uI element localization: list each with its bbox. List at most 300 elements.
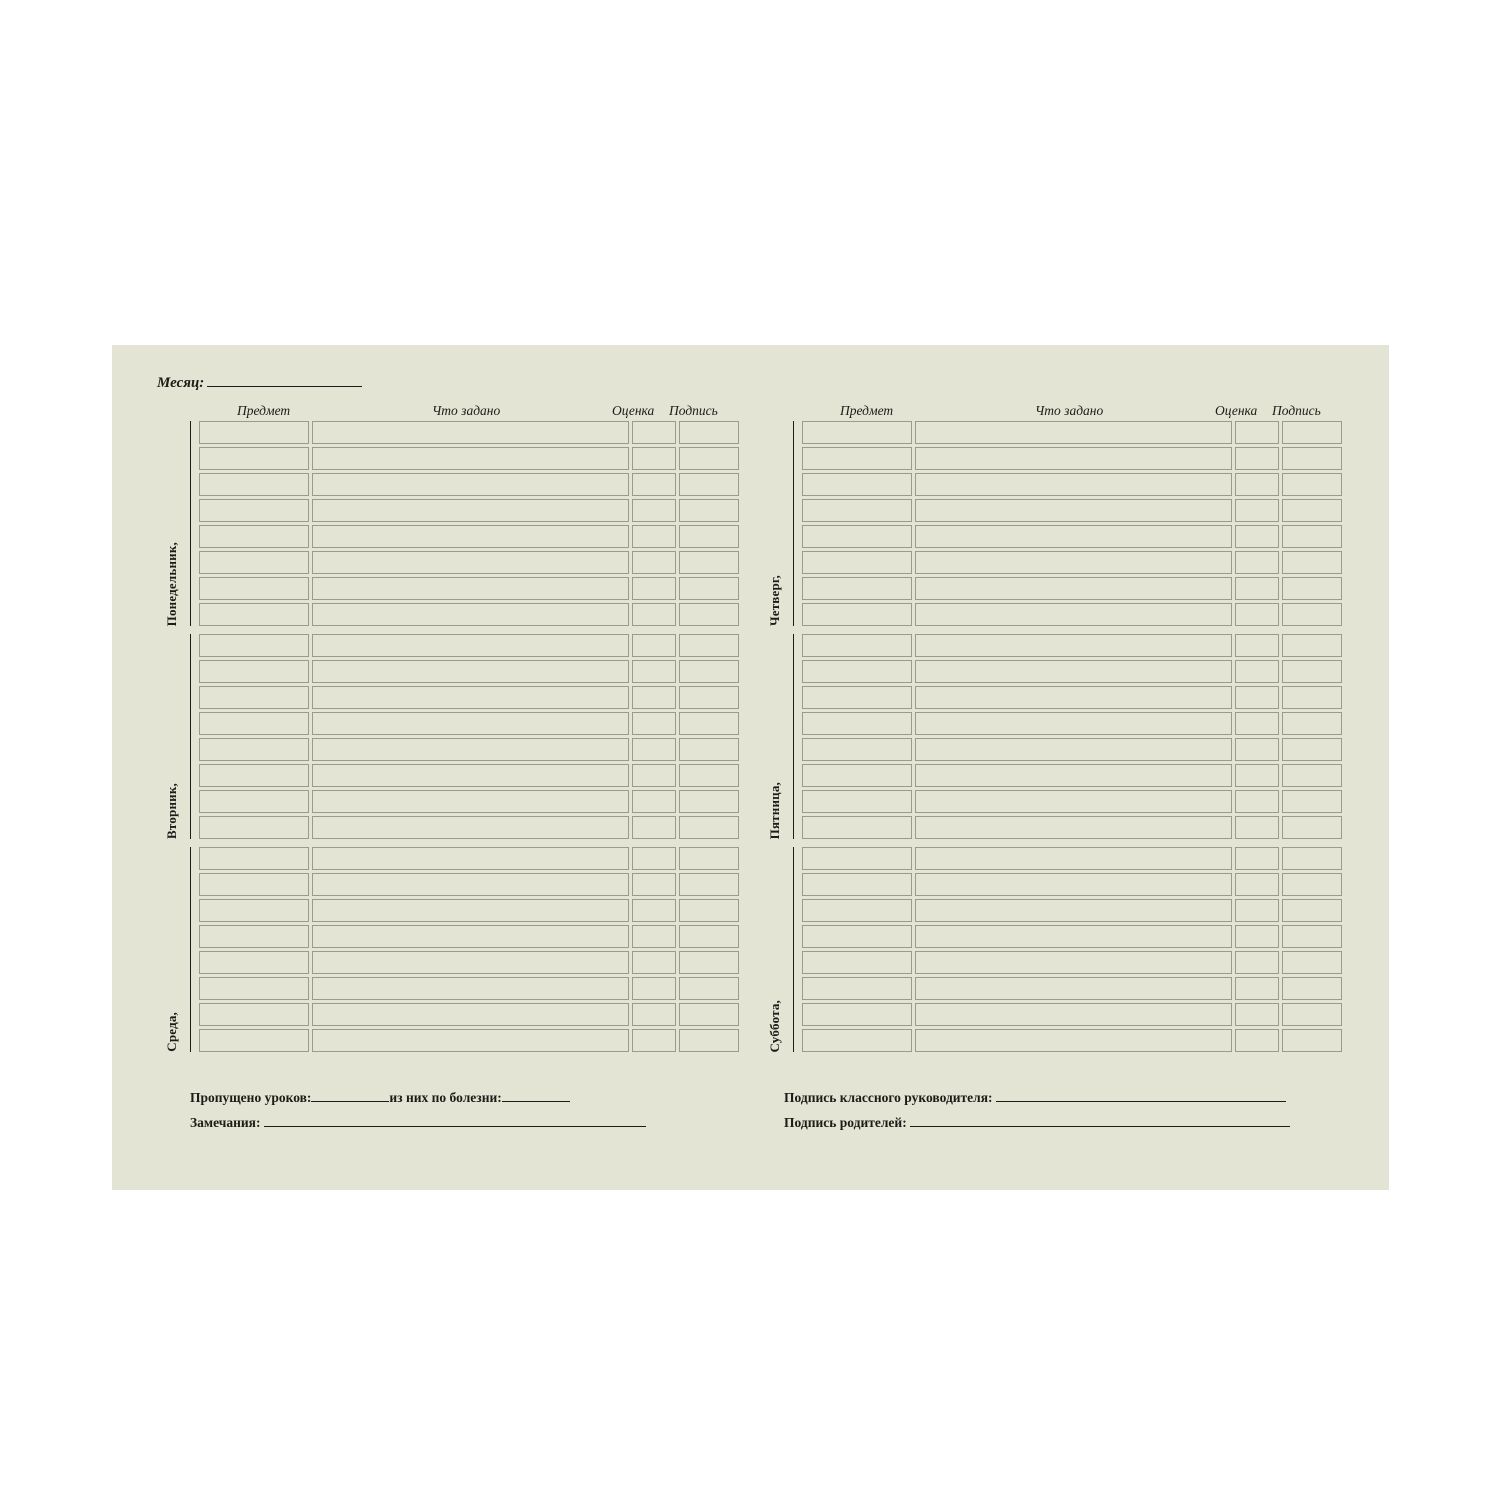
cell-signature[interactable]	[1282, 577, 1342, 600]
cell-signature[interactable]	[1282, 977, 1342, 1000]
cell-signature[interactable]	[1282, 951, 1342, 974]
table-row	[199, 816, 767, 839]
notes-label: Замечания:	[190, 1115, 261, 1130]
cell-signature[interactable]	[1282, 816, 1342, 839]
cell-subject[interactable]	[199, 816, 309, 839]
cell-mark[interactable]	[632, 847, 676, 870]
cell-task[interactable]	[915, 551, 1232, 574]
cell-subject[interactable]	[199, 686, 309, 709]
header-task: Что задано	[1035, 403, 1104, 418]
cell-mark[interactable]	[1235, 634, 1279, 657]
cell-mark[interactable]	[632, 899, 676, 922]
cell-signature[interactable]	[679, 977, 739, 1000]
cell-task[interactable]	[312, 873, 629, 896]
cell-mark[interactable]	[632, 686, 676, 709]
cell-mark[interactable]	[632, 634, 676, 657]
cell-mark[interactable]	[1235, 790, 1279, 813]
cell-signature[interactable]	[1282, 790, 1342, 813]
cell-task[interactable]	[312, 525, 629, 548]
missed-lessons-label: Пропущено уроков:	[190, 1090, 312, 1105]
cell-subject[interactable]	[199, 551, 309, 574]
cell-mark[interactable]	[632, 712, 676, 735]
cell-subject[interactable]	[199, 660, 309, 683]
cell-mark[interactable]	[1235, 499, 1279, 522]
cell-signature[interactable]	[679, 816, 739, 839]
header-mark: Оценка	[612, 403, 655, 418]
cell-subject[interactable]	[802, 447, 912, 470]
parents-signature-label: Подпись родителей:	[784, 1115, 907, 1130]
cell-mark[interactable]	[1235, 847, 1279, 870]
cell-mark[interactable]	[1235, 577, 1279, 600]
cell-mark[interactable]	[1235, 473, 1279, 496]
cell-signature[interactable]	[679, 712, 739, 735]
cell-mark[interactable]	[1235, 686, 1279, 709]
cell-task[interactable]	[312, 660, 629, 683]
month-field[interactable]	[157, 375, 362, 392]
cell-task[interactable]	[915, 816, 1232, 839]
teacher-signature-field[interactable]	[784, 1090, 1286, 1106]
day-label-wrap	[157, 847, 199, 1052]
cell-subject[interactable]	[802, 660, 912, 683]
cell-subject[interactable]	[199, 790, 309, 813]
day-label-wrap	[157, 421, 199, 626]
table-row	[199, 1003, 767, 1026]
cell-task[interactable]	[915, 499, 1232, 522]
day-label-wrap	[760, 421, 802, 626]
table-row	[802, 447, 1370, 470]
cell-task[interactable]	[312, 577, 629, 600]
cell-signature[interactable]	[679, 447, 739, 470]
day-label-friday: Пятница,	[767, 781, 782, 839]
table-row	[802, 712, 1370, 735]
right-column-headers	[760, 403, 1370, 421]
table-row	[199, 925, 767, 948]
cell-mark[interactable]	[632, 447, 676, 470]
cell-subject[interactable]	[199, 603, 309, 626]
cell-task[interactable]	[312, 925, 629, 948]
day-rows-friday	[802, 634, 1370, 839]
cell-signature[interactable]	[679, 764, 739, 787]
cell-mark[interactable]	[1235, 603, 1279, 626]
cell-mark[interactable]	[632, 499, 676, 522]
cell-task[interactable]	[915, 525, 1232, 548]
table-row	[199, 499, 767, 522]
cell-signature[interactable]	[1282, 1029, 1342, 1052]
cell-signature[interactable]	[1282, 712, 1342, 735]
day-block-wednesday	[157, 847, 767, 1052]
cell-subject[interactable]	[802, 499, 912, 522]
cell-task[interactable]	[915, 1029, 1232, 1052]
left-column	[157, 403, 767, 1060]
table-row	[199, 977, 767, 1000]
day-bracket	[190, 634, 191, 839]
cell-subject[interactable]	[802, 951, 912, 974]
diary-page	[112, 345, 1389, 1190]
cell-subject[interactable]	[199, 712, 309, 735]
table-row	[199, 1029, 767, 1052]
cell-mark[interactable]	[632, 816, 676, 839]
notes-field[interactable]	[190, 1115, 646, 1131]
table-row	[802, 577, 1370, 600]
cell-mark[interactable]	[632, 951, 676, 974]
cell-subject[interactable]	[199, 634, 309, 657]
cell-task[interactable]	[915, 1003, 1232, 1026]
header-task: Что задано	[432, 403, 501, 418]
cell-task[interactable]	[312, 686, 629, 709]
cell-signature[interactable]	[1282, 847, 1342, 870]
cell-mark[interactable]	[632, 525, 676, 548]
day-block-saturday	[760, 847, 1370, 1052]
cell-signature[interactable]	[679, 525, 739, 548]
table-row	[199, 473, 767, 496]
cell-task[interactable]	[915, 977, 1232, 1000]
cell-task[interactable]	[312, 473, 629, 496]
cell-signature[interactable]	[679, 473, 739, 496]
table-row	[802, 816, 1370, 839]
cell-signature[interactable]	[679, 603, 739, 626]
day-block-thursday	[760, 421, 1370, 626]
cell-mark[interactable]	[1235, 925, 1279, 948]
cell-task[interactable]	[312, 421, 629, 444]
header-mark: Оценка	[1215, 403, 1258, 418]
day-bracket	[190, 421, 191, 626]
cell-mark[interactable]	[632, 660, 676, 683]
cell-subject[interactable]	[199, 577, 309, 600]
cell-mark[interactable]	[1235, 1003, 1279, 1026]
cell-task[interactable]	[915, 847, 1232, 870]
cell-subject[interactable]	[199, 873, 309, 896]
cell-task[interactable]	[915, 577, 1232, 600]
day-bracket	[190, 847, 191, 1052]
cell-subject[interactable]	[802, 421, 912, 444]
cell-mark[interactable]	[1235, 660, 1279, 683]
table-row	[199, 603, 767, 626]
day-label-saturday: Суббота,	[767, 999, 782, 1052]
illness-rule[interactable]	[502, 1090, 570, 1102]
cell-mark[interactable]	[632, 603, 676, 626]
cell-mark[interactable]	[632, 764, 676, 787]
cell-mark[interactable]	[1235, 764, 1279, 787]
cell-subject[interactable]	[802, 686, 912, 709]
cell-task[interactable]	[915, 925, 1232, 948]
day-rows-thursday	[802, 421, 1370, 626]
day-rows-tuesday	[199, 634, 767, 839]
cell-signature[interactable]	[1282, 1003, 1342, 1026]
cell-task[interactable]	[915, 899, 1232, 922]
month-label: Месяц:	[157, 375, 205, 391]
cell-task[interactable]	[915, 473, 1232, 496]
cell-task[interactable]	[312, 447, 629, 470]
table-row	[802, 686, 1370, 709]
cell-signature[interactable]	[679, 1003, 739, 1026]
table-row	[199, 525, 767, 548]
day-label-wrap	[157, 634, 199, 839]
table-row	[802, 551, 1370, 574]
header-signature: Подпись	[1272, 403, 1321, 418]
table-row	[802, 499, 1370, 522]
cell-signature[interactable]	[1282, 634, 1342, 657]
day-block-friday	[760, 634, 1370, 839]
table-row	[802, 873, 1370, 896]
cell-subject[interactable]	[802, 1029, 912, 1052]
table-row	[199, 764, 767, 787]
table-row	[802, 660, 1370, 683]
day-label-wednesday: Среда,	[164, 1012, 179, 1052]
cell-signature[interactable]	[1282, 525, 1342, 548]
cell-mark[interactable]	[1235, 951, 1279, 974]
cell-signature[interactable]	[679, 847, 739, 870]
cell-task[interactable]	[915, 951, 1232, 974]
cell-mark[interactable]	[1235, 899, 1279, 922]
table-row	[802, 421, 1370, 444]
table-row	[802, 764, 1370, 787]
cell-mark[interactable]	[632, 977, 676, 1000]
cell-mark[interactable]	[1235, 738, 1279, 761]
cell-subject[interactable]	[802, 634, 912, 657]
cell-subject[interactable]	[802, 790, 912, 813]
cell-task[interactable]	[312, 790, 629, 813]
day-label-wrap	[760, 847, 802, 1052]
day-rows-saturday	[802, 847, 1370, 1052]
cell-signature[interactable]	[679, 421, 739, 444]
cell-mark[interactable]	[1235, 525, 1279, 548]
cell-subject[interactable]	[199, 447, 309, 470]
cell-subject[interactable]	[802, 899, 912, 922]
day-rows-monday	[199, 421, 767, 626]
cell-subject[interactable]	[199, 764, 309, 787]
cell-task[interactable]	[312, 738, 629, 761]
cell-signature[interactable]	[679, 499, 739, 522]
missed-lessons-rule[interactable]	[311, 1090, 389, 1102]
cell-signature[interactable]	[679, 873, 739, 896]
parents-signature-field[interactable]	[784, 1115, 1290, 1131]
cell-task[interactable]	[915, 603, 1232, 626]
cell-signature[interactable]	[679, 1029, 739, 1052]
header-signature: Подпись	[669, 403, 718, 418]
cell-mark[interactable]	[1235, 816, 1279, 839]
cell-task[interactable]	[312, 764, 629, 787]
cell-subject[interactable]	[802, 873, 912, 896]
table-row	[802, 790, 1370, 813]
cell-signature[interactable]	[1282, 899, 1342, 922]
cell-signature[interactable]	[1282, 421, 1342, 444]
table-row	[802, 473, 1370, 496]
cell-task[interactable]	[915, 738, 1232, 761]
cell-subject[interactable]	[199, 499, 309, 522]
day-bracket	[793, 634, 794, 839]
cell-subject[interactable]	[802, 738, 912, 761]
cell-mark[interactable]	[1235, 551, 1279, 574]
left-column-headers	[157, 403, 767, 421]
cell-mark[interactable]	[1235, 712, 1279, 735]
table-row	[802, 899, 1370, 922]
table-row	[199, 712, 767, 735]
cell-signature[interactable]	[1282, 925, 1342, 948]
table-row	[802, 1003, 1370, 1026]
cell-task[interactable]	[312, 551, 629, 574]
teacher-signature-rule[interactable]	[996, 1090, 1286, 1102]
cell-task[interactable]	[915, 447, 1232, 470]
cell-task[interactable]	[312, 499, 629, 522]
table-row	[802, 951, 1370, 974]
cell-subject[interactable]	[802, 977, 912, 1000]
cell-mark[interactable]	[1235, 977, 1279, 1000]
day-label-monday: Понедельник,	[164, 541, 179, 626]
table-row	[802, 925, 1370, 948]
notes-rule[interactable]	[264, 1115, 646, 1127]
day-block-tuesday	[157, 634, 767, 839]
cell-mark[interactable]	[632, 873, 676, 896]
cell-subject[interactable]	[802, 577, 912, 600]
cell-signature[interactable]	[679, 634, 739, 657]
day-label-wrap	[760, 634, 802, 839]
table-row	[199, 551, 767, 574]
cell-subject[interactable]	[802, 712, 912, 735]
cell-task[interactable]	[312, 712, 629, 735]
cell-subject[interactable]	[199, 1003, 309, 1026]
cell-task[interactable]	[915, 660, 1232, 683]
table-row	[199, 873, 767, 896]
cell-mark[interactable]	[632, 551, 676, 574]
cell-signature[interactable]	[679, 686, 739, 709]
cell-task[interactable]	[915, 764, 1232, 787]
cell-mark[interactable]	[632, 473, 676, 496]
missed-lessons-field[interactable]	[190, 1090, 570, 1106]
table-row	[802, 525, 1370, 548]
cell-subject[interactable]	[802, 764, 912, 787]
cell-task[interactable]	[312, 977, 629, 1000]
cell-signature[interactable]	[679, 951, 739, 974]
day-bracket	[793, 421, 794, 626]
cell-signature[interactable]	[679, 925, 739, 948]
cell-signature[interactable]	[679, 660, 739, 683]
cell-mark[interactable]	[632, 738, 676, 761]
cell-task[interactable]	[312, 847, 629, 870]
table-row	[802, 738, 1370, 761]
teacher-signature-label: Подпись классного руководителя:	[784, 1090, 993, 1105]
table-row	[199, 447, 767, 470]
table-row	[199, 899, 767, 922]
cell-task[interactable]	[312, 899, 629, 922]
cell-subject[interactable]	[802, 603, 912, 626]
cell-subject[interactable]	[802, 551, 912, 574]
cell-subject[interactable]	[802, 473, 912, 496]
cell-signature[interactable]	[1282, 499, 1342, 522]
cell-mark[interactable]	[632, 925, 676, 948]
cell-task[interactable]	[312, 603, 629, 626]
cell-task[interactable]	[915, 873, 1232, 896]
cell-subject[interactable]	[199, 473, 309, 496]
cell-mark[interactable]	[632, 1029, 676, 1052]
table-row	[802, 603, 1370, 626]
cell-subject[interactable]	[802, 816, 912, 839]
day-block-monday	[157, 421, 767, 626]
cell-subject[interactable]	[199, 1029, 309, 1052]
cell-mark[interactable]	[1235, 873, 1279, 896]
header-subject: Предмет	[840, 403, 894, 418]
day-rows-wednesday	[199, 847, 767, 1052]
cell-signature[interactable]	[1282, 551, 1342, 574]
cell-subject[interactable]	[199, 738, 309, 761]
day-label-thursday: Четверг,	[767, 574, 782, 626]
cell-signature[interactable]	[679, 551, 739, 574]
cell-mark[interactable]	[1235, 447, 1279, 470]
cell-subject[interactable]	[199, 525, 309, 548]
table-row	[199, 577, 767, 600]
cell-mark[interactable]	[1235, 421, 1279, 444]
cell-signature[interactable]	[1282, 660, 1342, 683]
cell-signature[interactable]	[1282, 738, 1342, 761]
table-row	[199, 951, 767, 974]
cell-signature[interactable]	[1282, 473, 1342, 496]
table-row	[802, 977, 1370, 1000]
cell-mark[interactable]	[632, 1003, 676, 1026]
cell-task[interactable]	[312, 1003, 629, 1026]
cell-mark[interactable]	[632, 421, 676, 444]
cell-subject[interactable]	[199, 421, 309, 444]
table-row	[199, 686, 767, 709]
illness-label: из них по болезни:	[389, 1090, 502, 1105]
table-row	[802, 1029, 1370, 1052]
cell-subject[interactable]	[199, 951, 309, 974]
table-row	[199, 660, 767, 683]
cell-task[interactable]	[312, 1029, 629, 1052]
cell-subject[interactable]	[802, 847, 912, 870]
cell-task[interactable]	[915, 634, 1232, 657]
cell-task[interactable]	[915, 790, 1232, 813]
month-input-rule[interactable]	[207, 375, 362, 387]
cell-subject[interactable]	[199, 925, 309, 948]
header-subject: Предмет	[237, 403, 291, 418]
parents-signature-rule[interactable]	[910, 1115, 1290, 1127]
cell-task[interactable]	[312, 951, 629, 974]
cell-task[interactable]	[312, 816, 629, 839]
cell-signature[interactable]	[679, 790, 739, 813]
cell-subject[interactable]	[199, 977, 309, 1000]
cell-signature[interactable]	[1282, 764, 1342, 787]
cell-signature[interactable]	[679, 577, 739, 600]
table-row	[802, 847, 1370, 870]
table-row	[199, 738, 767, 761]
day-bracket	[793, 847, 794, 1052]
cell-subject[interactable]	[199, 847, 309, 870]
cell-subject[interactable]	[802, 525, 912, 548]
right-column	[760, 403, 1370, 1060]
table-row	[802, 634, 1370, 657]
cell-signature[interactable]	[1282, 603, 1342, 626]
cell-task[interactable]	[312, 634, 629, 657]
table-row	[199, 790, 767, 813]
cell-signature[interactable]	[1282, 873, 1342, 896]
cell-subject[interactable]	[199, 899, 309, 922]
cell-signature[interactable]	[1282, 447, 1342, 470]
cell-task[interactable]	[915, 686, 1232, 709]
cell-mark[interactable]	[1235, 1029, 1279, 1052]
table-row	[199, 634, 767, 657]
cell-mark[interactable]	[632, 577, 676, 600]
cell-mark[interactable]	[632, 790, 676, 813]
day-label-tuesday: Вторник,	[164, 783, 179, 839]
cell-signature[interactable]	[679, 738, 739, 761]
cell-task[interactable]	[915, 421, 1232, 444]
cell-subject[interactable]	[802, 1003, 912, 1026]
table-row	[199, 847, 767, 870]
cell-signature[interactable]	[1282, 686, 1342, 709]
cell-signature[interactable]	[679, 899, 739, 922]
cell-task[interactable]	[915, 712, 1232, 735]
table-row	[199, 421, 767, 444]
cell-subject[interactable]	[802, 925, 912, 948]
